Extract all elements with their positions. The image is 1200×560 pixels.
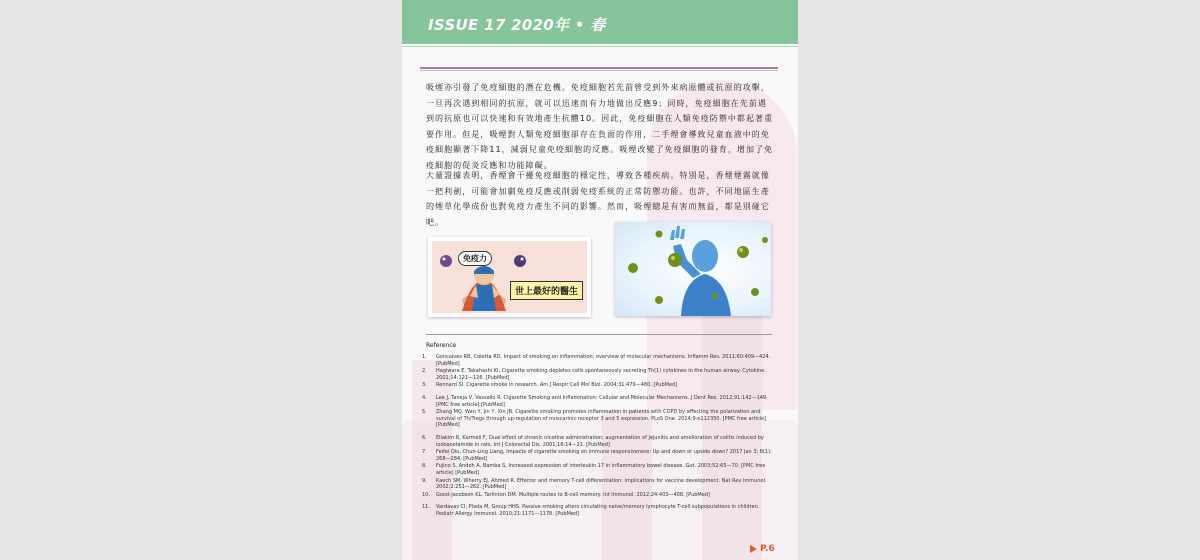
superhero-illustration [428,237,591,317]
section-top-rule-thin [420,70,778,71]
reference-item: 5. Zhang MQ, Wan Y, Jin Y, Xin JB. Cigarette smoking promotes inflammation in patients with COPD by affecting the polarization and survival of Th/Tregs through up-regulation of muscarinic receptor 3 and 5 expression. PLoS One. 2014;9:e112350. [PMC free article] [PubMed] [422,409,767,429]
reference-item: 4. Lee J, Taneja V, Vassallo R. Cigarette Smoking and Inflammation: Cellular and Molecular Mechanisms. J Dent Res. 2012;91:142—149. [PMC free article] [PubMed] [422,394,768,408]
caption-label: 世上最好的醫生 [510,281,583,300]
reference-divider [426,334,772,335]
reference-item: 6. Eliakim R, Karmeli F, Dual effect of chronic nicotine administration: augmentation of jejunitis and amelioration of colitis induced by iodoacetamide in rats. Int J Colorectal Dis. 2001;16:14—21. [PubMed] [422,434,764,448]
human-figure-stopping-viruses-icon [615,222,771,316]
superhero-cartoon-icon [432,241,587,313]
play-arrow-icon [750,545,757,553]
reference-item: 11. Vardavas CI, Plada M, Group HHS. Passive smoking alters circulating naive/memory lymphocyte T-cell subpopulations in children. Pediatr Allergy Immunol. 2010;21:1171—1178. [PubMed] [422,504,760,517]
reference-item: 1. Goncalves RB, Coletta RD, Impact of smoking on inflammation: overview of molecular mechanisms. Inflamm Res. 2011;60:409—424. [PubMed] [422,354,771,367]
reference-item: 7. Feifei Qiu, Chun-Ling Liang, Impacts of cigarette smoking on immune responsiveness: Up and down or upside down? 2017 Jan 3; 8(1): 268—284. [PubMed] [422,449,772,462]
reference-heading: Reference [426,342,457,349]
reference-item: 2. Hagiwara E, Takahashi KI, Cigarette smoking depletes cells spontaneously secreting Th(1) cytokines in the human airway. Cytokine. 2001;14:121—126. [PubMed] [422,368,766,381]
issue-title: ISSUE 17 2020年 • 春 [428,16,606,34]
document-page [402,0,798,560]
reference-item: 3. Rennard SI. Cigarette smoke in research. Am J Respir Cell Mol Biol. 2004;31:479—480. [PubMed] [422,382,678,389]
body-paragraph-2: 大量證據表明，香煙會干擾免疫細胞的穩定性，導致各種疾病。特別是，香煙煙霧就像一把利劍，可能會加劇免疫反應或削弱免疫系統的正常防禦功能。也許，不同地區生產的煙草化學成份也對免疫力產生不同的影響。然而，吸煙總是有害而無益，都是別碰它吧。 [426,171,770,227]
body-paragraph-1: 吸煙亦引發了免疫細胞的潛在危機。免疫細胞若先前曾受到外來病原體或抗原的攻擊，一旦再次遇到相同的抗原，就可以迅速而有力地做出反應9；同時，免疫細胞在先前遇到的抗原也可以快速和有效地產生抗體10。因此，免疫細胞在人類免疫防禦中都起著重要作用。但是，吸煙對人類免疫細胞卻存在負面的作用，二手煙會導致兒童血液中的免疫細胞顯著下降11，減弱兒童免疫細胞的反應。吸煙改變了免疫細胞的發育，增加了免疫細胞的促炎反應和功能障礙。 [426,83,774,170]
section-top-rule [420,67,778,69]
header-divider [402,46,798,47]
reference-item: 10. Good-Jacobson KL, Tarlinton DM. Multiple routes to B-cell memory. Int Immunol. 2012;24:403—408. [PubMed] [422,491,710,498]
reference-list [422,354,774,518]
reference-item: 8. Fujino S, Andoh A, Bamba S, Increased expression of interleukin 17 in inflammatory bowel disease. Gut. 2003;52:65—70. [PMC free article] [PubMed] [422,463,766,476]
immune-defense-illustration [615,222,771,316]
issue-header-bar [402,0,798,44]
reference-item: 9. Kaech SM, Wherry EJ, Ahmed R. Effector and memory T-cell differentiation: implications for vaccine development. Nat Rev Immunol. 2002;2:251—262. [PubMed] [422,477,767,491]
page-number: P.6 [760,544,775,554]
badge-label: 免疫力 [458,251,492,266]
